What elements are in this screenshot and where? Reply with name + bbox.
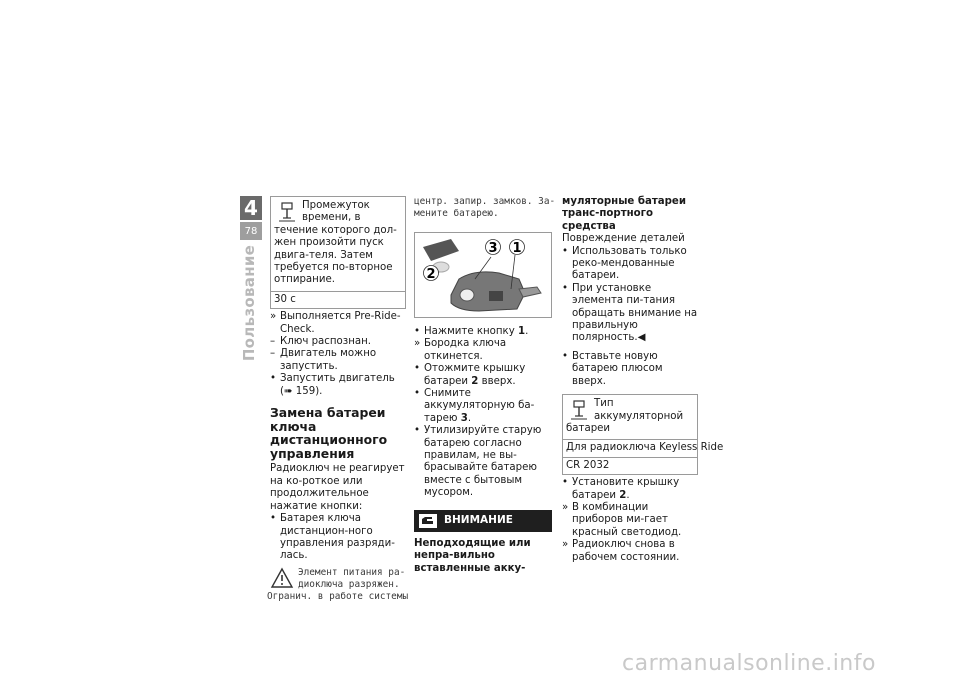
- attention-subtitle: Повреждение деталей: [562, 233, 685, 245]
- column-3: [562, 196, 724, 564]
- procedure-list: [414, 326, 552, 500]
- list-item: » В комбинации приборов ми-гает красный светодиод.: [562, 501, 682, 538]
- list-item: • Снимите аккумуляторную ба-тарею 3.: [414, 388, 535, 424]
- attention-heading: Неподходящие или непра-вильно вставленные акку-: [414, 537, 531, 574]
- callout-3: 3: [488, 241, 498, 256]
- watermark: carmanualsonline.info: [622, 651, 876, 676]
- attention-label: ВНИМАНИЕ: [444, 514, 513, 527]
- list-item: • Батарея ключа дистанцион-ного управления разряди-лась.: [270, 513, 395, 562]
- start-list: [270, 311, 406, 398]
- key-blade: [519, 287, 541, 297]
- list-item: – Ключ распознан.: [270, 336, 372, 348]
- warning-line: Элемент питания ра-: [298, 566, 406, 578]
- note-value: CR 2032: [563, 457, 697, 474]
- list-item: – Двигатель можно запустить.: [270, 348, 377, 372]
- info-pin-icon: [276, 201, 298, 223]
- note-text: Промежуток времени, в течение которого дол-жен произойти пуск двига-теля. Затем требуется по-вторное отпирание.: [274, 200, 397, 286]
- attention-banner: [414, 510, 552, 532]
- list-item: » Бородка ключа откинется.: [414, 338, 507, 362]
- list-item: • При установке элемента пи-тания обращать внимание на правильную полярность.◀: [562, 282, 698, 344]
- intro-paragraph: Радиоключ не реагирует на ко-роткое или продолжительное нажатие кнопки:: [270, 463, 405, 512]
- caution-hand-icon: [418, 513, 438, 529]
- info-pin-icon: [568, 399, 590, 421]
- time-note-box: [270, 196, 406, 309]
- note-row: Для радиоключа Keyless Ride: [563, 439, 697, 456]
- key-battery-figure: [414, 232, 552, 318]
- warning-continuation: мените батарею.: [414, 208, 499, 219]
- battery-type-box: [562, 394, 724, 475]
- list-item: • Утилизируйте старую батарею согласно правилам, не вы-брасывайте батарею вместе с бытовым мусором.: [414, 425, 542, 499]
- key-ring-hole: [460, 289, 474, 301]
- list-item: • Отожмите крышку батареи 2 вверх.: [414, 363, 526, 387]
- note-value: 30 с: [271, 291, 405, 308]
- list-item: • Нажмите кнопку 1.: [414, 326, 529, 337]
- callout-2: 2: [426, 267, 436, 282]
- chapter-title: Пользование: [240, 244, 258, 362]
- list-item: » Радиоключ снова в рабочем состоянии.: [562, 539, 680, 563]
- attention-heading-continued: муляторные батареи транс-портного средства: [562, 196, 686, 232]
- list-item: » Выполняется Pre-Ride-Check.: [270, 311, 401, 335]
- warning-continuation: центр. запир. замков. За-: [414, 196, 556, 207]
- note-text: Тип аккумуляторной батареи: [566, 398, 684, 434]
- section-title: Замена батареи ключа дистанционного управления: [270, 405, 388, 461]
- key-illustration: [415, 233, 551, 317]
- warning-line: диоключа разряжен.: [298, 578, 400, 590]
- column-1: [267, 196, 409, 603]
- callout-1: 1: [512, 241, 522, 256]
- page-number: 78: [240, 222, 262, 240]
- key-button: [489, 291, 503, 301]
- warning-line: Огранич. в работе системы: [267, 590, 409, 602]
- column-2: [414, 196, 556, 575]
- list-item: • Использовать только реко-мендованные батареи.: [562, 245, 687, 282]
- list-item: • Запустить двигатель (➠ 159).: [270, 373, 395, 397]
- chapter-number: 4: [240, 196, 262, 220]
- warning-triangle-icon: [270, 567, 294, 589]
- warning-message: [267, 566, 409, 603]
- list-item: • Установите крышку батареи 2.: [562, 477, 680, 501]
- list-item: • Вставьте новую батарею плюсом вверх.: [562, 350, 663, 387]
- battery-cover: [423, 239, 459, 261]
